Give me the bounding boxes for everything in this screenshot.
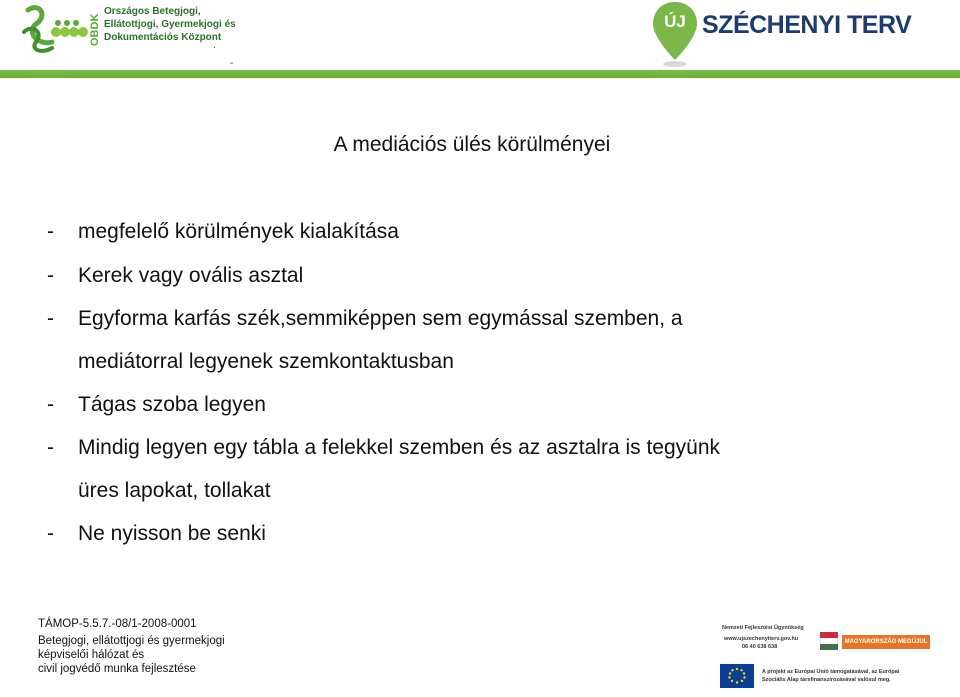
bullet-dash: -	[47, 436, 54, 459]
funding-logos	[712, 620, 948, 694]
slide-title: A mediációs ülés körülményei	[333, 133, 611, 156]
stray-dash: -	[230, 58, 234, 69]
agency-phone: 06 40 638 638	[742, 644, 778, 650]
bullet-continuation: mediátorral legyenek szemkontaktusban	[78, 350, 454, 373]
szechenyi-terv-logo	[650, 0, 912, 70]
obdk-logo	[22, 2, 236, 54]
bullet-text: Mindig legyen egy tábla a felekkel szemben és az asztalra is tegyünk	[78, 436, 721, 459]
eu-flag-icon	[720, 664, 754, 688]
bullet-dash: -	[47, 393, 54, 416]
location-pin-icon	[650, 0, 700, 70]
agency-url: www.ujszechenyiterv.gov.hu	[724, 636, 799, 642]
bullet-dash: -	[47, 220, 54, 243]
szechenyi-wordmark: SZÉCHENYI TERV	[702, 11, 912, 39]
bullet-text: Tágas szoba legyen	[78, 393, 266, 416]
bullet-continuation: üres lapokat, tollakat	[78, 479, 271, 502]
footer-description-line-3: civil jogvédő munka fejlesztése	[38, 663, 196, 675]
szechenyi-badge-text: ÚJ	[664, 12, 686, 31]
bullet-text: Kerek vagy ovális asztal	[78, 264, 304, 287]
obdk-acronym	[88, 2, 102, 54]
bullet-text: megfelelő körülmények kialakítása	[78, 220, 399, 243]
hungarian-flag-icon	[820, 632, 838, 650]
bullet-text: Egyforma karfás szék,semmiképpen sem egymással szemben, a	[78, 307, 683, 330]
stray-dot: .	[213, 40, 216, 51]
badge-magyarorszag-megujul: MAGYARORSZÁG MEGÚJUL	[842, 635, 930, 649]
bullet-dash: -	[47, 522, 54, 545]
header-divider	[0, 70, 960, 78]
bullet-dash: -	[47, 264, 54, 287]
footer-description-line-1: Betegjogi, ellátottjogi és gyermekjogi	[38, 635, 225, 647]
footer-project-code: TÁMOP-5.5.7.-08/1-2008-0001	[38, 618, 197, 630]
agency-name: Nemzeti Fejlesztési Ügynökség	[722, 625, 804, 631]
obdk-name-line-3: Dokumentációs Központ	[104, 32, 222, 43]
obdk-acronym-text: OBDK	[89, 13, 101, 46]
eu-funding-text-1: A projekt az Európai Unió támogatásával, az Európai	[762, 669, 900, 675]
obdk-name-line-2: Ellátottjogi, Gyermekjogi és	[104, 19, 236, 30]
eu-funding-text-2: Szociális Alap társfinanszírozásával valósul meg.	[762, 677, 891, 683]
obdk-name-line-1: Országos Betegjogi,	[104, 6, 201, 17]
bullet-text: Ne nyisson be senki	[78, 522, 266, 545]
bullet-dash: -	[47, 307, 54, 330]
footer-description-line-2: képviselői hálózat és	[38, 649, 145, 661]
